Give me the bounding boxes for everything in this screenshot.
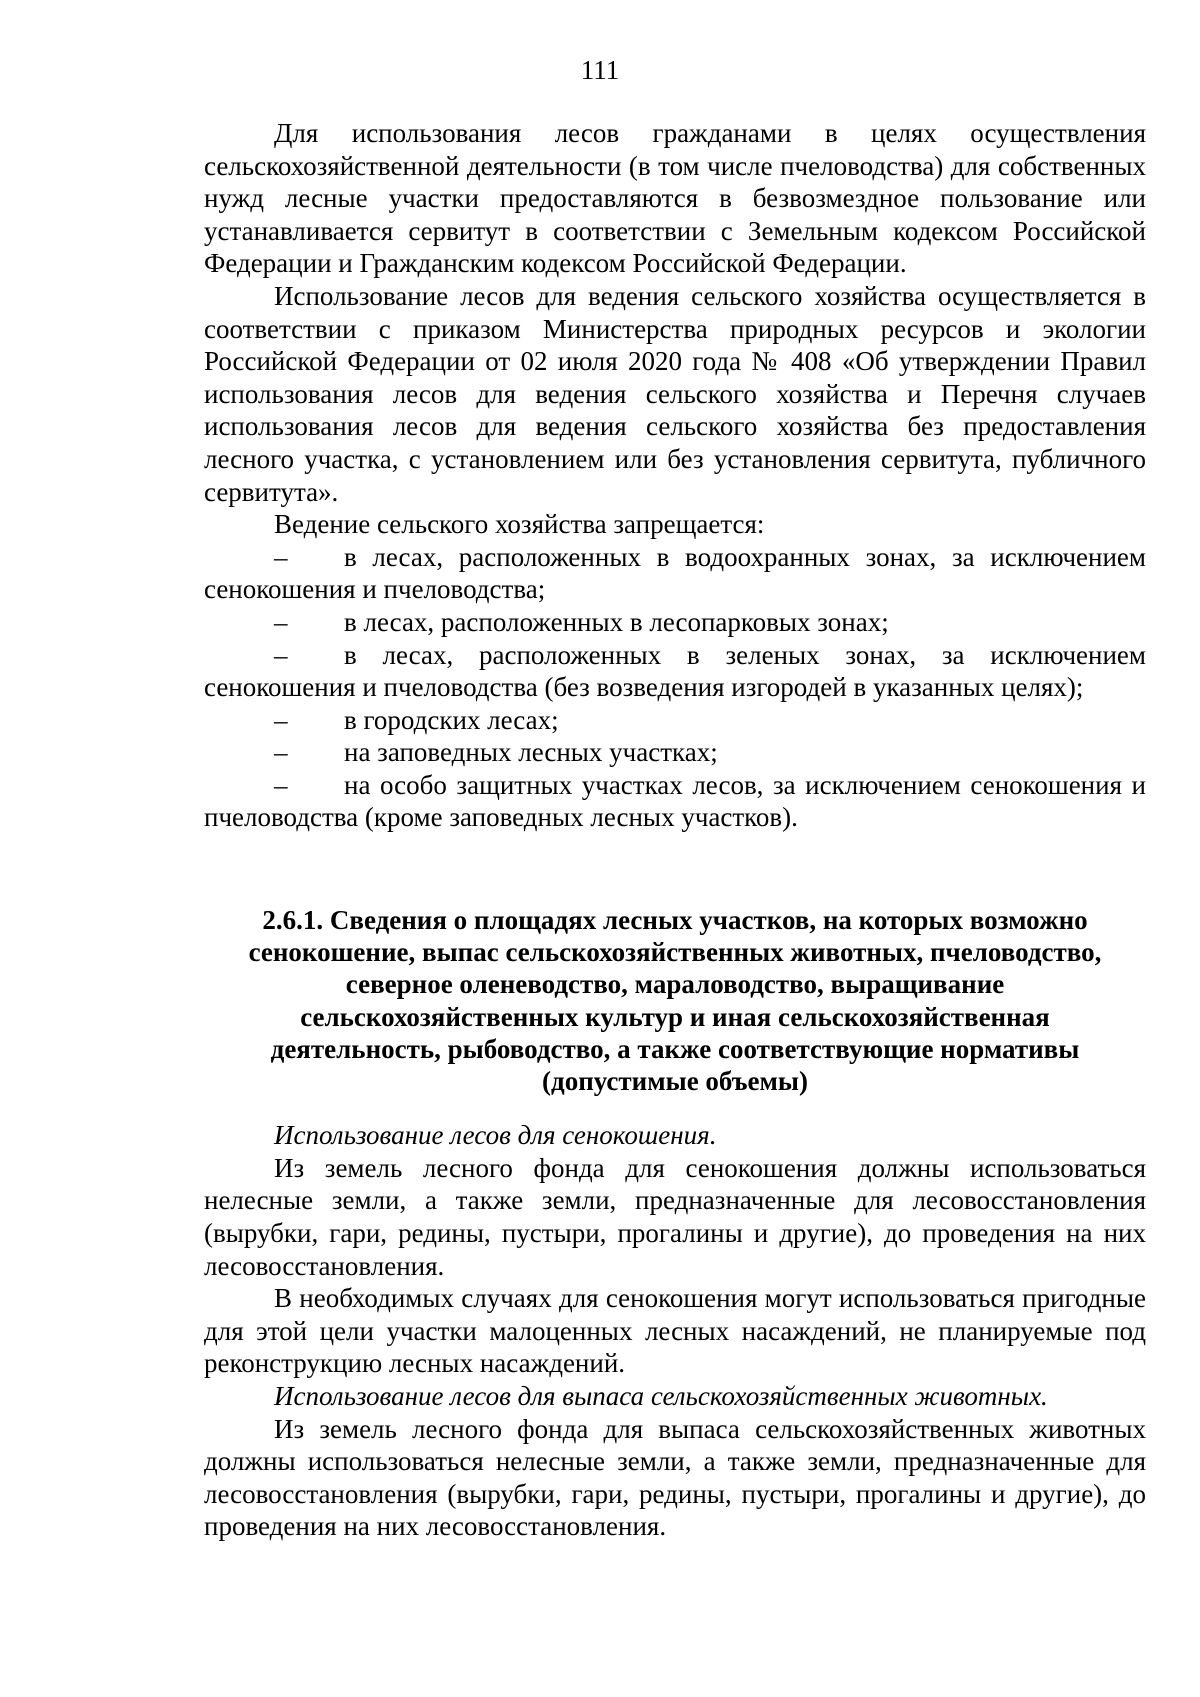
section-heading-line: сенокошение, выпас сельскохозяйственных животных, пчеловодство, <box>248 937 1102 968</box>
list-item <box>204 606 1146 639</box>
section-heading-line: 2.6.1. Сведения о площадях лесных участков, на которых возможно <box>262 905 1088 936</box>
list-item <box>204 769 1146 834</box>
paragraph-haymaking-lands: Из земель лесного фонда для сенокошения должны использоваться нелесные земли, а также земли, предназначенные для лесовосстановления (вырубки, гари, редины, пустыри, прогалины и другие), до проведения на них лесовосстановления. <box>204 1152 1146 1281</box>
section-heading-line: сельскохозяйственных культур и иная сельскохозяйственная <box>300 1001 1050 1032</box>
subheading-haymaking: Использование лесов для сенокошения. <box>274 1120 717 1151</box>
page-content <box>204 117 1146 1543</box>
prohibition-list <box>204 541 1146 834</box>
dash-marker: – <box>274 639 288 670</box>
list-item <box>204 736 1146 769</box>
list-item-text: на особо защитных участках лесов, за исключением сенокошения и пчеловодства (кроме заповедных лесных участков). <box>204 769 1146 833</box>
section-heading <box>204 904 1146 1097</box>
paragraph-free-use: Для использования лесов гражданами в целях осуществления сельскохозяйственной деятельности (в том числе пчеловодства) для собственных нужд лесные участки предоставляются в безвозмездное пользование или устанавливается сервитут в соответствии с Земельным кодексом Российской Федерации и Гражданским кодексом Российской Федерации. <box>204 118 1146 279</box>
paragraph-prohibition-intro: Ведение сельского хозяйства запрещается: <box>274 509 765 540</box>
subheading-grazing: Использование лесов для выпаса сельскохозяйственных животных. <box>274 1381 1048 1412</box>
dash-marker: – <box>274 704 288 735</box>
paragraph-haymaking-low-value: В необходимых случаях для сенокошения могут использоваться пригодные для этой цели участки малоценных лесных насаждений, не планируемые под реконструкцию лесных насаждений. <box>204 1283 1146 1379</box>
list-item-text: в лесах, расположенных в лесопарковых зонах; <box>344 606 889 637</box>
dash-marker: – <box>274 541 288 572</box>
list-item-text: в лесах, расположенных в зеленых зонах, за исключением сенокошения и пчеловодства (без возведения изгородей в указанных целях); <box>204 639 1146 703</box>
dash-marker: – <box>274 769 288 800</box>
section-heading-line: (допустимые объемы) <box>542 1066 808 1097</box>
list-item-text: в лесах, расположенных в водоохранных зонах, за исключением сенокошения и пчеловодства; <box>204 541 1146 605</box>
list-item <box>204 541 1146 606</box>
list-item-text: в городских лесах; <box>344 704 559 735</box>
list-item <box>204 704 1146 737</box>
paragraph-order-reference: Использование лесов для ведения сельского хозяйства осуществляется в соответствии с приказом Министерства природных ресурсов и экологии Российской Федерации от 02 июля 2020 года № 408 «Об утверждении Правил использования лесов для ведения сельского хозяйства и Перечня случаев использования лесов для ведения сельского хозяйства без предоставления лесного участка, с установлением или без установления сервитута, публичного сервитута». <box>204 280 1146 507</box>
paragraph-grazing-lands: Из земель лесного фонда для выпаса сельскохозяйственных животных должны использоваться нелесные земли, а также земли, предназначенные для лесовосстановления (вырубки, гари, редины, пустыри, прогалины и другие), до проведения на них лесовосстановления. <box>204 1413 1146 1542</box>
list-item <box>204 639 1146 704</box>
dash-marker: – <box>274 737 288 768</box>
section-heading-line: деятельность, рыбоводство, а также соответствующие нормативы <box>270 1033 1080 1064</box>
page-number: 111 <box>580 55 620 85</box>
dash-marker: – <box>274 606 288 637</box>
section-heading-line: северное оленеводство, мараловодство, выращивание <box>345 969 1005 1000</box>
list-item-text: на заповедных лесных участках; <box>344 737 718 768</box>
